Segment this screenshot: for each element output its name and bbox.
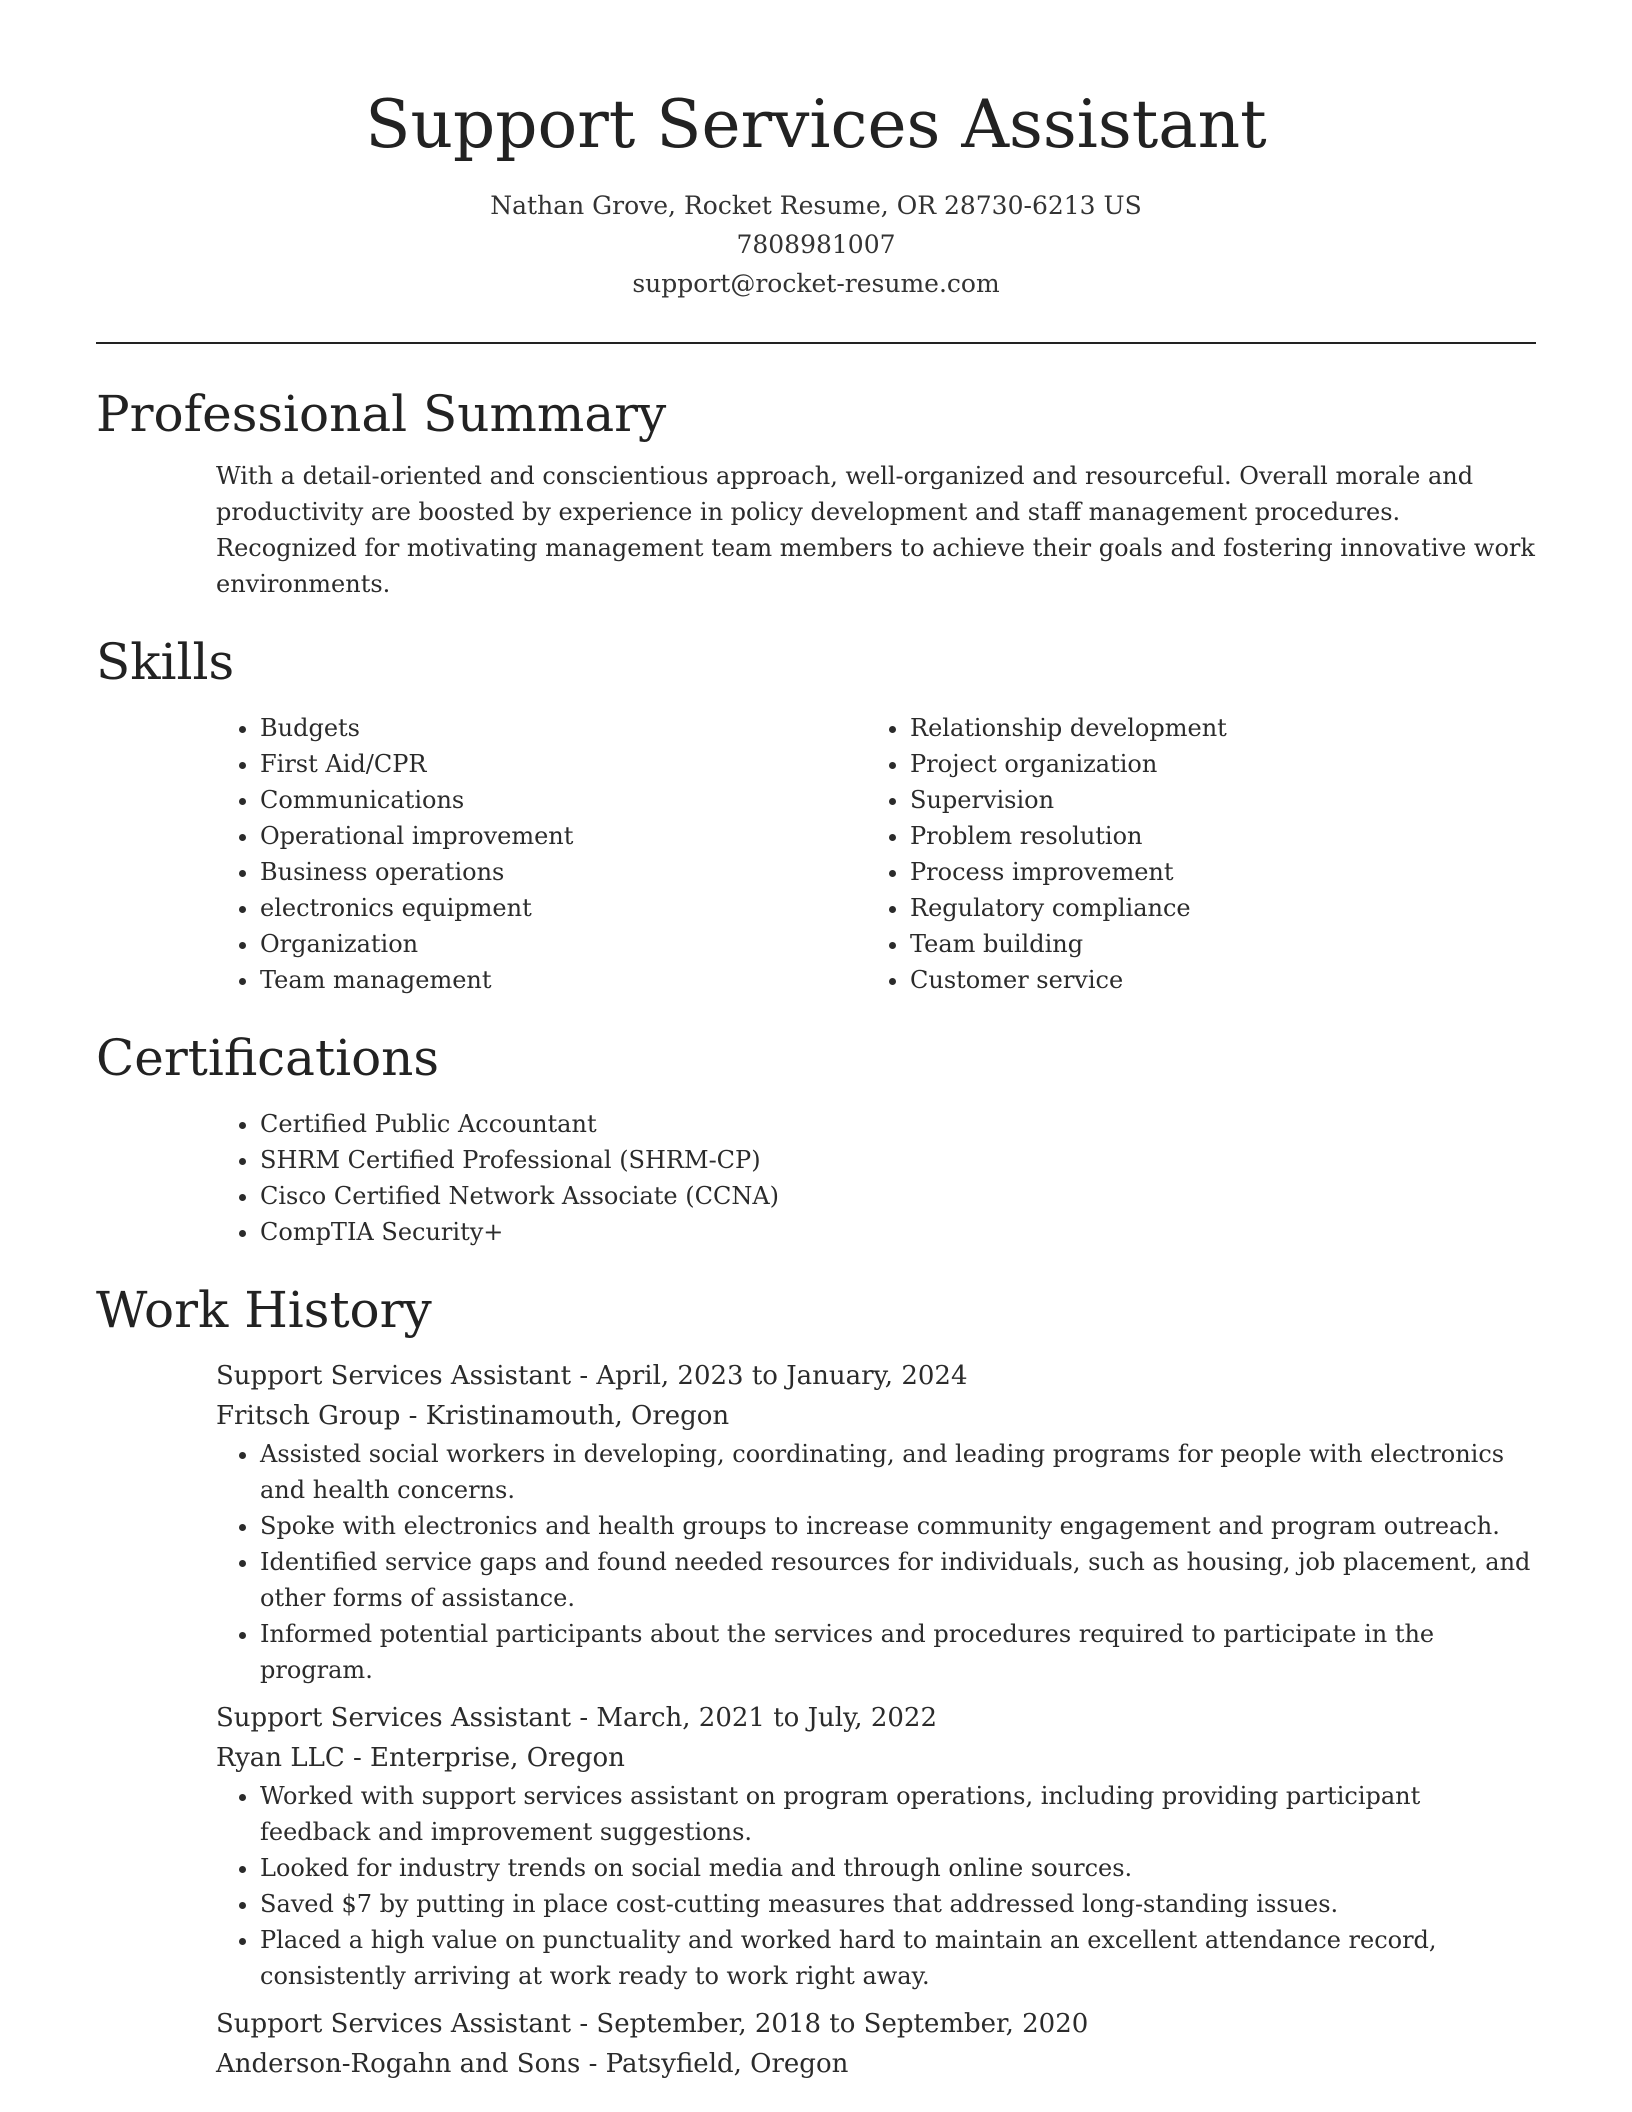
- job-bullet: • Identified service gaps and found needed resources for individuals, such as housing, job placement, and other forms of assistance.: [260, 1544, 1536, 1616]
- skill-item: • Organization: [260, 926, 866, 962]
- skill-item: • Operational improvement: [260, 818, 866, 854]
- job-company-location: Fritsch Group - Kristinamouth, Oregon: [216, 1401, 730, 1431]
- skill-item: • electronics equipment: [260, 890, 866, 926]
- skill-item: • Budgets: [260, 710, 866, 746]
- job-bullet: • Spoke with electronics and health groups to increase community engagement and program outreach.: [260, 1508, 1536, 1544]
- job-role-dates: Support Services Assistant - April, 2023 to January, 2024: [216, 1361, 968, 1391]
- skill-item: • First Aid/CPR: [260, 746, 866, 782]
- skill-item: • Process improvement: [910, 854, 1516, 890]
- job-bullets: [216, 1436, 1536, 1688]
- resume-header: [0, 80, 1632, 303]
- skill-item: • Problem resolution: [910, 818, 1516, 854]
- skill-item: • Supervision: [910, 782, 1516, 818]
- skill-item: • Regulatory compliance: [910, 890, 1516, 926]
- skill-item: • Customer service: [910, 962, 1516, 998]
- job-entry: [216, 2004, 1536, 2084]
- certification-item: • Certified Public Accountant: [260, 1106, 1536, 1142]
- skill-item: • Communications: [260, 782, 866, 818]
- skill-item: • Project organization: [910, 746, 1516, 782]
- job-company-location: Ryan LLC - Enterprise, Oregon: [216, 1743, 625, 1773]
- skills-left-column: [216, 710, 866, 998]
- skill-item: • Relationship development: [910, 710, 1516, 746]
- job-bullet: • Informed potential participants about the services and procedures required to participate in the program.: [260, 1616, 1536, 1688]
- job-role-dates: Support Services Assistant - September, 2018 to September, 2020: [216, 2009, 1089, 2039]
- work-history-heading: Work History: [96, 1281, 432, 1339]
- job-bullet: • Looked for industry trends on social media and through online sources.: [260, 1850, 1536, 1886]
- job-entry: [216, 1698, 1536, 1994]
- job-bullet: • Placed a high value on punctuality and worked hard to maintain an excellent attendance record, consistently arriving at work ready to work right away.: [260, 1922, 1536, 1994]
- skill-item: • Team management: [260, 962, 866, 998]
- summary-heading: Professional Summary: [96, 385, 667, 443]
- certification-item: • Cisco Certified Network Associate (CCNA): [260, 1178, 1536, 1214]
- candidate-title: Support Services Assistant: [365, 86, 1267, 163]
- header-divider: [96, 342, 1536, 344]
- work-history-section: [96, 1274, 1536, 2084]
- contact-email: support@rocket-resume.com: [632, 269, 1000, 298]
- skill-item: • Business operations: [260, 854, 866, 890]
- resume-body: [96, 378, 1536, 2084]
- job-role-dates: Support Services Assistant - March, 2021 to July, 2022: [216, 1703, 938, 1733]
- skill-item: • Team building: [910, 926, 1516, 962]
- certifications-section: [96, 1022, 1536, 1250]
- contact-phone: 7808981007: [736, 230, 896, 259]
- skills-right-column: [866, 710, 1516, 998]
- job-entry: [216, 1356, 1536, 1688]
- job-bullet: • Assisted social workers in developing, coordinating, and leading programs for people with electronics and health concerns.: [260, 1436, 1536, 1508]
- job-bullet: • Saved $7 by putting in place cost-cutting measures that addressed long-standing issues.: [260, 1886, 1536, 1922]
- certification-item: • SHRM Certified Professional (SHRM-CP): [260, 1142, 1536, 1178]
- job-bullet: • Worked with support services assistant on program operations, including providing participant feedback and improvement suggestions.: [260, 1778, 1536, 1850]
- skills-section: [96, 626, 1536, 998]
- certifications-heading: Certifications: [96, 1029, 440, 1087]
- certification-item: • CompTIA Security+: [260, 1214, 1536, 1250]
- skills-columns: [216, 710, 1536, 998]
- skills-heading: Skills: [96, 633, 235, 691]
- summary-section: [96, 378, 1536, 602]
- certifications-list: [216, 1106, 1536, 1250]
- job-bullets: [216, 1778, 1536, 1994]
- job-company-location: Anderson-Rogahn and Sons - Patsyfield, Oregon: [216, 2049, 849, 2079]
- contact-address: Nathan Grove, Rocket Resume, OR 28730-6213 US: [490, 191, 1142, 220]
- contact-block: [0, 186, 1632, 303]
- summary-text: With a detail-oriented and conscientious approach, well-organized and resourceful. Overall morale and productivity are boosted by experience in policy development and staff management procedures. Recognized for motivating management team members to achieve their goals and fostering innovative work environments.: [216, 462, 1535, 598]
